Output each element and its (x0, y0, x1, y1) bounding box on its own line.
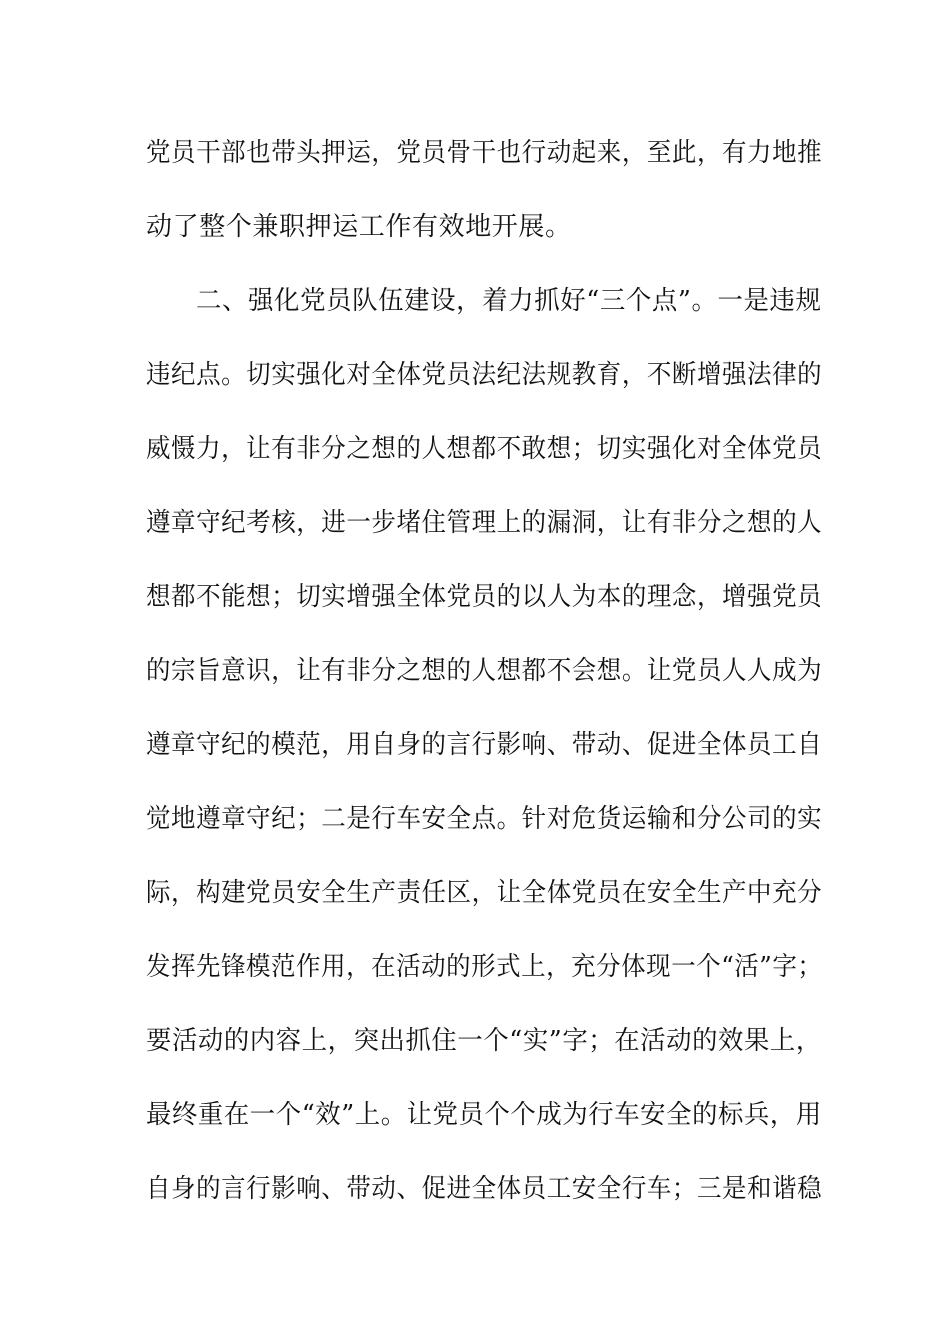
text-line: 最终重在一个“效”上。让党员个个成为行车安全的标兵，用 (146, 1100, 822, 1130)
paragraph-start-line: 二、强化党员队伍建设，着力抓好“三个点”。一是违规 (196, 286, 822, 316)
text-line: 遵章守纪的模范，用自身的言行影响、带动、促进全体员工自 (146, 730, 823, 760)
text-line: 发挥先锋模范作用，在活动的形式上，充分体现一个“活”字； (146, 952, 823, 982)
text-line: 觉地遵章守纪；二是行车安全点。针对危货运输和分公司的实 (146, 804, 823, 834)
text-line: 动了整个兼职押运工作有效地开展。 (146, 212, 572, 242)
text-line: 际，构建党员安全生产责任区，让全体党员在安全生产中充分 (146, 878, 823, 908)
text-line: 违纪点。切实强化对全体党员法纪法规教育，不断增强法律的 (146, 360, 823, 390)
text-line: 自身的言行影响、带动、促进全体员工安全行车；三是和谐稳 (146, 1174, 823, 1204)
text-line: 威慑力，让有非分之想的人想都不敢想；切实强化对全体党员 (146, 434, 823, 464)
text-line: 要活动的内容上，突出抓住一个“实”字；在活动的效果上， (146, 1026, 822, 1056)
text-line: 遵章守纪考核，进一步堵住管理上的漏洞，让有非分之想的人 (146, 508, 823, 538)
text-line: 党员干部也带头押运，党员骨干也行动起来，至此，有力地推 (146, 138, 823, 168)
text-line: 的宗旨意识，让有非分之想的人想都不会想。让党员人人成为 (146, 656, 823, 686)
text-line: 想都不能想；切实增强全体党员的以人为本的理念，增强党员 (146, 582, 823, 612)
